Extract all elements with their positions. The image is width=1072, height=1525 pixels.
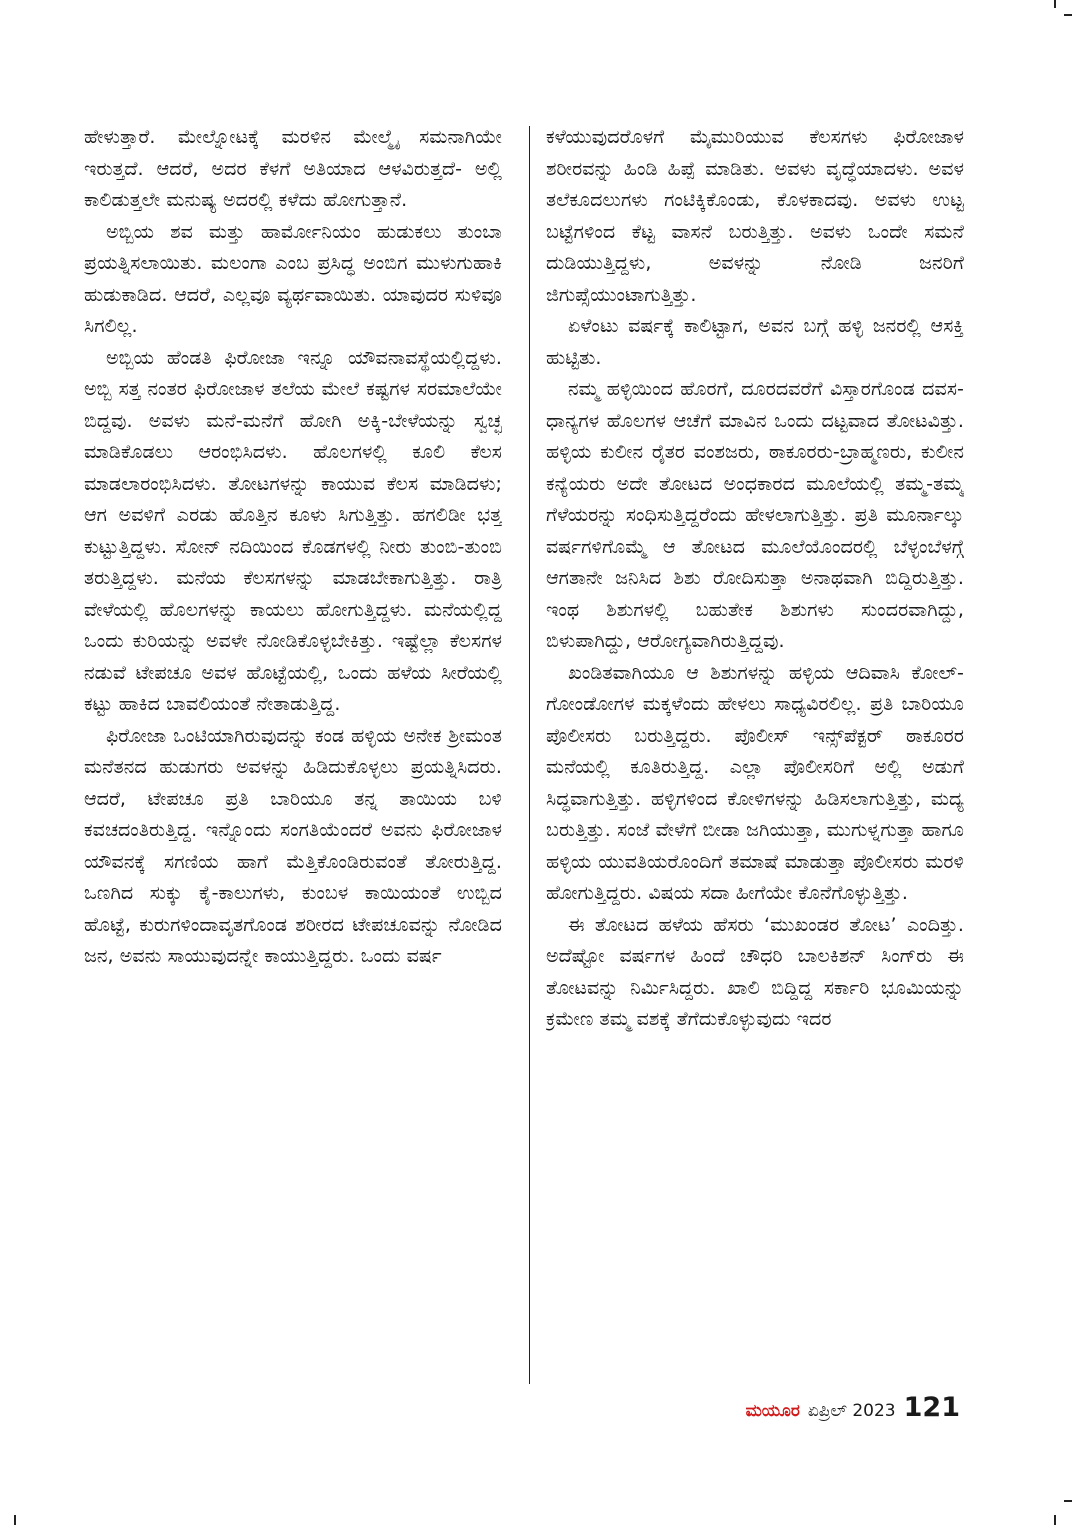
paragraph: ಅಬ್ಬಿಯ ಹೆಂಡತಿ ಫಿರೋಜಾ ಇನ್ನೂ ಯೌವನಾವಸ್ಥೆಯಲ್ಲಿದ್ದಳು. ಅಬ್ಬಿ ಸತ್ತ ನಂತರ ಫಿರೋಜಾಳ ತಲೆಯ ಮೇಲೆ ಕಷ್ಟಗಳ ಸರಮಾಲೆಯೇ ಬಿದ್ದವು. ಅವಳು ಮನೆ-ಮನೆಗೆ ಹೋಗಿ ಅಕ್ಕಿ-ಬೇಳೆಯನ್ನು ಸ್ವಚ್ಛ ಮಾಡಿಕೊಡಲು ಆರಂಭಿಸಿದಳು. ಹೊಲಗಳಲ್ಲಿ ಕೂಲಿ ಕೆಲಸ ಮಾಡಲಾರಂಭಿಸಿದಳು. ತೋಟಗಳನ್ನು ಕಾಯುವ ಕೆಲಸ ಮಾಡಿದಳು; ಆಗ ಅವಳಿಗೆ ಎರಡು ಹೊತ್ತಿನ ಕೂಳು ಸಿಗುತ್ತಿತ್ತು. ಹಗಲಿಡೀ ಭತ್ತ ಕುಟ್ಟುತ್ತಿದ್ದಳು. ಸೋನ್ ನದಿಯಿಂದ ಕೊಡಗಳಲ್ಲಿ ನೀರು ತುಂಬಿ-ತುಂಬಿ ತರುತ್ತಿದ್ದಳು. ಮನೆಯ ಕೆಲಸಗಳನ್ನು ಮಾಡಬೇಕಾಗುತ್ತಿತ್ತು. ರಾತ್ರಿ ವೇಳೆಯಲ್ಲಿ ಹೊಲಗಳನ್ನು ಕಾಯಲು ಹೋಗುತ್ತಿದ್ದಳು. ಮನೆಯಲ್ಲಿದ್ದ ಒಂದು ಕುರಿಯನ್ನು ಅವಳೇ ನೋಡಿಕೊಳ್ಳಬೇಕಿತ್ತು. ಇಷ್ಟೆಲ್ಲಾ ಕೆಲಸಗಳ ನಡುವೆ ಟೇಪಚೂ ಅವಳ ಹೊಟ್ಟೆಯಲ್ಲಿ, ಒಂದು ಹಳೆಯ ಸೀರೆಯಲ್ಲಿ ಕಟ್ಟು ಹಾಕಿದ ಬಾವಲಿಯಂತೆ ನೇತಾಡುತ್ತಿದ್ದ. <box>84 346 502 715</box>
paragraph: ಕಳೆಯುವುದರೊಳಗೆ ಮೈಮುರಿಯುವ ಕೆಲಸಗಳು ಫಿರೋಜಾಳ ಶರೀರವನ್ನು ಹಿಂಡಿ ಹಿಪ್ಪೆ ಮಾಡಿತು. ಅವಳು ವೃದ್ಧೆಯಾದಳು. ಅವಳ ತಲೆಕೂದಲುಗಳು ಗಂಟಿಕ್ಕಿಕೊಂಡು, ಕೊಳಕಾದವು. ಅವಳು ಉಟ್ಟ ಬಟ್ಟೆಗಳಿಂದ ಕೆಟ್ಟ ವಾಸನೆ ಬರುತ್ತಿತ್ತು. ಅವಳು ಒಂದೇ ಸಮನೆ ದುಡಿಯುತ್ತಿದ್ದಳು, ಅವಳನ್ನು ನೋಡಿ ಜನರಿಗೆ ಜಿಗುಪ್ಸೆಯುಂಟಾಗುತ್ತಿತ್ತು. <box>546 126 964 306</box>
paragraph: ಫಿರೋಜಾ ಒಂಟಿಯಾಗಿರುವುದನ್ನು ಕಂಡ ಹಳ್ಳಿಯ ಅನೇಕ ಶ್ರೀಮಂತ ಮನೆತನದ ಹುಡುಗರು ಅವಳನ್ನು ಹಿಡಿದುಕೊಳ್ಳಲು ಪ್ರಯತ್ನಿಸಿದರು. ಆದರೆ, ಟೇಪಚೂ ಪ್ರತಿ ಬಾರಿಯೂ ತನ್ನ ತಾಯಿಯ ಬಳಿ ಕವಚದಂತಿರುತ್ತಿದ್ದ. ಇನ್ನೊಂದು ಸಂಗತಿಯೆಂದರೆ ಅವನು ಫಿರೋಜಾಳ ಯೌವನಕ್ಕೆ ಸಗಣಿಯ ಹಾಗೆ ಮೆತ್ತಿಕೊಂಡಿರುವಂತೆ ತೋರುತ್ತಿದ್ದ. ಒಣಗಿದ ಸುಕ್ಕು ಕೈ-ಕಾಲುಗಳು, ಕುಂಬಳ ಕಾಯಿಯಂತೆ ಉಬ್ಬಿದ ಹೊಟ್ಟೆ, ಕುರುಗಳಿಂದಾವೃತಗೊಂಡ ಶರೀರದ ಟೇಪಚೂವನ್ನು ನೋಡಿದ ಜನ, ಅವನು ಸಾಯುವುದನ್ನೇ ಕಾಯುತ್ತಿದ್ದರು. ಒಂದು ವರ್ಷ <box>84 724 502 967</box>
crop-mark <box>1054 0 1056 8</box>
article-body <box>84 122 964 1387</box>
magazine-logo: ಮಯೂರ <box>745 1401 800 1421</box>
left-column <box>84 122 502 1387</box>
page-number: 121 <box>903 1392 960 1423</box>
crop-mark <box>1064 14 1072 16</box>
right-column <box>546 122 964 1387</box>
paragraph: ಈ ತೋಟದ ಹಳೆಯ ಹೆಸರು ‘ಮುಖಂಡರ ತೋಟ’ ಎಂದಿತ್ತು. ಅದೆಷ್ಟೋ ವರ್ಷಗಳ ಹಿಂದೆ ಚೌಧರಿ ಬಾಲಕಿಶನ್ ಸಿಂಗ್‌ರು ಈ ತೋಟವನ್ನು ನಿರ್ಮಿಸಿದ್ದರು. ಖಾಲಿ ಬಿದ್ದಿದ್ದ ಸರ್ಕಾರಿ ಭೂಮಿಯನ್ನು ಕ್ರಮೇಣ ತಮ್ಮ ವಶಕ್ಕೆ ತೆಗೆದುಕೊಳ್ಳುವುದು ಇದರ <box>546 913 964 1030</box>
crop-mark <box>1054 1515 1056 1525</box>
column-divider <box>529 126 530 1384</box>
crop-mark <box>14 1515 16 1525</box>
paragraph: ಅಬ್ಬಿಯ ಶವ ಮತ್ತು ಹಾರ್ಮೋನಿಯಂ ಹುಡುಕಲು ತುಂಬಾ ಪ್ರಯತ್ನಿಸಲಾಯಿತು. ಮಲಂಗಾ ಎಂಬ ಪ್ರಸಿದ್ಧ ಅಂಬಿಗ ಮುಳುಗುಹಾಕಿ ಹುಡುಕಾಡಿದ. ಆದರೆ, ಎಲ್ಲವೂ ವ್ಯರ್ಥವಾಯಿತು. ಯಾವುದರ ಸುಳಿವೂ ಸಿಗಲಿಲ್ಲ. <box>84 220 502 337</box>
paragraph: ಏಳೆಂಟು ವರ್ಷಕ್ಕೆ ಕಾಲಿಟ್ಟಾಗ, ಅವನ ಬಗ್ಗೆ ಹಳ್ಳಿ ಜನರಲ್ಲಿ ಆಸಕ್ತಿ ಹುಟ್ಟಿತು. <box>546 315 964 369</box>
crop-mark <box>1064 1500 1072 1502</box>
issue-date: ಏಪ್ರಿಲ್ 2023 <box>807 1401 896 1421</box>
paragraph: ಹೇಳುತ್ತಾರೆ. ಮೇಲ್ನೋಟಕ್ಕೆ ಮರಳಿನ ಮೇಲ್ಮೈ ಸಮನಾಗಿಯೇ ಇರುತ್ತದೆ. ಆದರೆ, ಅದರ ಕೆಳಗೆ ಅತಿಯಾದ ಆಳವಿರುತ್ತದೆ- ಅಲ್ಲಿ ಕಾಲಿಡುತ್ತಲೇ ಮನುಷ್ಯ ಅದರಲ್ಲಿ ಕಳೆದು ಹೋಗುತ್ತಾನೆ. <box>84 126 502 211</box>
page-footer <box>746 1392 960 1423</box>
paragraph: ನಮ್ಮ ಹಳ್ಳಿಯಿಂದ ಹೊರಗೆ, ದೂರದವರೆಗೆ ವಿಸ್ತಾರಗೊಂಡ ದವಸ-ಧಾನ್ಯಗಳ ಹೊಲಗಳ ಆಚೆಗೆ ಮಾವಿನ ಒಂದು ದಟ್ಟವಾದ ತೋಟವಿತ್ತು. ಹಳ್ಳಿಯ ಕುಲೀನ ರೈತರ ವಂಶಜರು, ಠಾಕೂರರು-ಬ್ರಾಹ್ಮಣರು, ಕುಲೀನ ಕನ್ಯೆಯರು ಅದೇ ತೋಟದ ಅಂಧಕಾರದ ಮೂಲೆಯಲ್ಲಿ ತಮ್ಮ-ತಮ್ಮ ಗೆಳೆಯರನ್ನು ಸಂಧಿಸುತ್ತಿದ್ದರೆಂದು ಹೇಳಲಾಗುತ್ತಿತ್ತು. ಪ್ರತಿ ಮೂರ್ನಾಲ್ಕು ವರ್ಷಗಳಿಗೊಮ್ಮೆ ಆ ತೋಟದ ಮೂಲೆಯೊಂದರಲ್ಲಿ ಬೆಳ್ಳಂಬೆಳಗ್ಗೆ ಆಗತಾನೇ ಜನಿಸಿದ ಶಿಶು ರೋದಿಸುತ್ತಾ ಅನಾಥವಾಗಿ ಬಿದ್ದಿರುತ್ತಿತ್ತು. ಇಂಥ ಶಿಶುಗಳಲ್ಲಿ ಬಹುತೇಕ ಶಿಶುಗಳು ಸುಂದರವಾಗಿದ್ದು, ಬಿಳುಪಾಗಿದ್ದು, ಆರೋಗ್ಯವಾಗಿರುತ್ತಿದ್ದವು. <box>546 378 964 652</box>
paragraph: ಖಂಡಿತವಾಗಿಯೂ ಆ ಶಿಶುಗಳನ್ನು ಹಳ್ಳಿಯ ಆದಿವಾಸಿ ಕೋಲ್-ಗೋಂಡೋಗಳ ಮಕ್ಕಳೆಂದು ಹೇಳಲು ಸಾಧ್ಯವಿರಲಿಲ್ಲ. ಪ್ರತಿ ಬಾರಿಯೂ ಪೊಲೀಸರು ಬರುತ್ತಿದ್ದರು. ಪೊಲೀಸ್ ಇನ್ಸ್‌ಪೆಕ್ಟರ್ ಠಾಕೂರರ ಮನೆಯಲ್ಲಿ ಕೂತಿರುತ್ತಿದ್ದ. ಎಲ್ಲಾ ಪೊಲೀಸರಿಗೆ ಅಲ್ಲಿ ಅಡುಗೆ ಸಿದ್ಧವಾಗುತ್ತಿತ್ತು. ಹಳ್ಳಿಗಳಿಂದ ಕೋಳಿಗಳನ್ನು ಹಿಡಿಸಲಾಗುತ್ತಿತ್ತು, ಮದ್ಯ ಬರುತ್ತಿತ್ತು. ಸಂಜೆ ವೇಳೆಗೆ ಬೀಡಾ ಜಗಿಯುತ್ತಾ, ಮುಗುಳ್ನಗುತ್ತಾ ಹಾಗೂ ಹಳ್ಳಿಯ ಯುವತಿಯರೊಂದಿಗೆ ತಮಾಷೆ ಮಾಡುತ್ತಾ ಪೊಲೀಸರು ಮರಳಿ ಹೋಗುತ್ತಿದ್ದರು. ವಿಷಯ ಸದಾ ಹೀಗೆಯೇ ಕೊನೆಗೊಳ್ಳುತ್ತಿತ್ತು. <box>546 661 964 904</box>
